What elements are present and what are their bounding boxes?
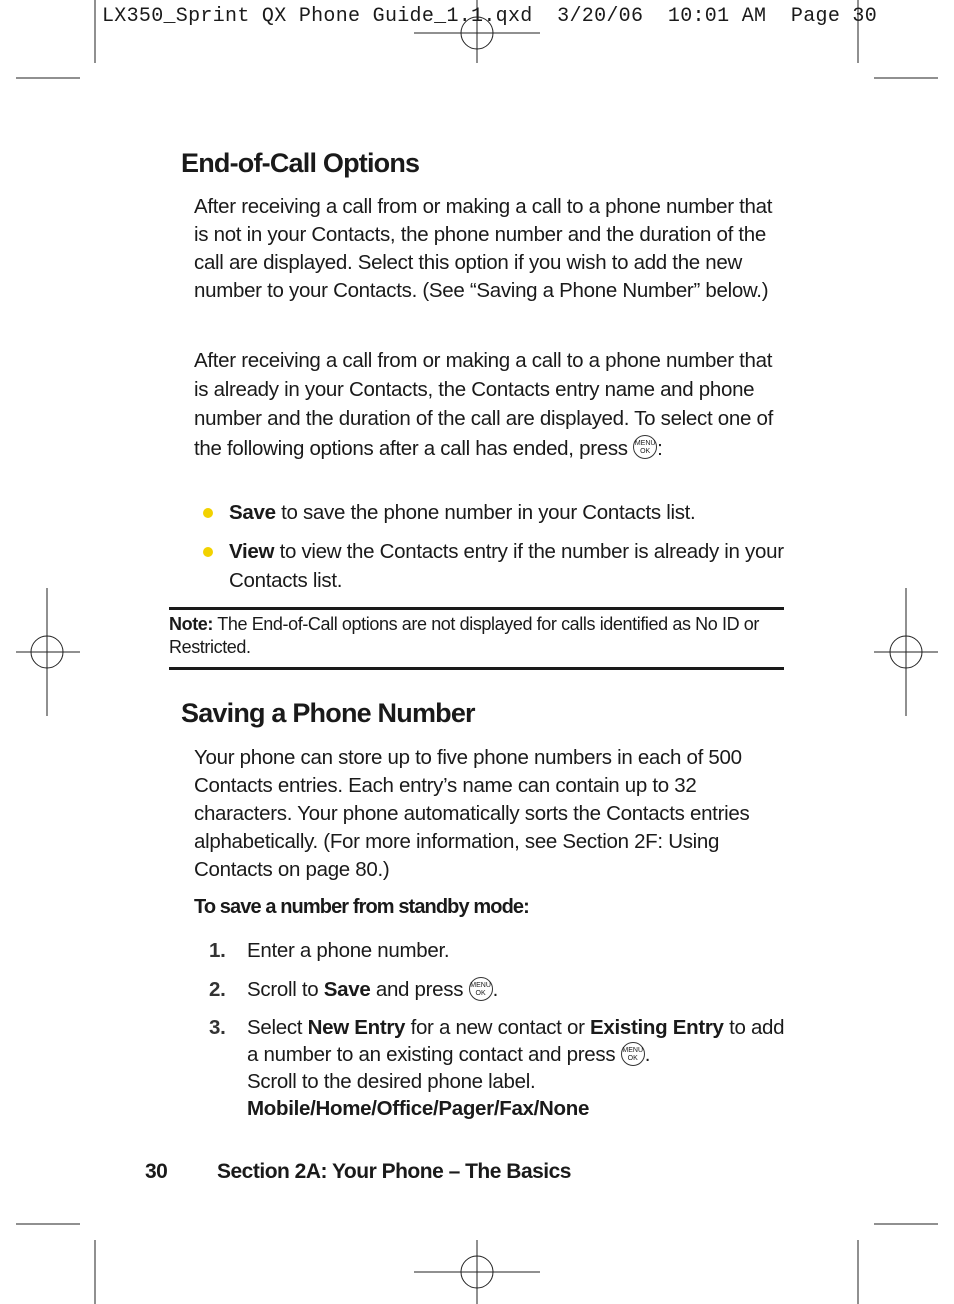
file-slug-line: LX350_Sprint QX Phone Guide_1.1.qxd 3/20/06 10:01 AM Page 30 <box>102 5 878 28</box>
menu-ok-key-icon: MENU OK <box>621 1042 645 1066</box>
bullet-keyword: Save <box>229 501 276 524</box>
menu-ok-key-icon: MENU OK <box>633 435 657 459</box>
step-keyword: Save <box>323 978 371 1001</box>
bullet-keyword: View <box>229 540 275 563</box>
step-keyword-existing-entry: Existing Entry <box>590 1016 724 1039</box>
menu-ok-key-icon: MENU OK <box>469 977 493 1001</box>
paragraph-saving: Your phone can store up to five phone numbers in each of 500 Contacts entries. Each entry’s name can contain up to 32 characters. Your phone automatically sorts the Contacts entries alphabetically. (For more information, see Section 2F: Using Contacts on page 80.) <box>194 746 750 881</box>
bullet-save <box>200 498 790 527</box>
step-text-end: . <box>644 1043 651 1066</box>
section-title-end-of-call: End-of-Call Options <box>181 148 420 178</box>
press-word: press <box>579 436 628 460</box>
step-text-post: and press <box>375 978 464 1001</box>
page-footer <box>145 1160 571 1184</box>
step-text-line2: Scroll to the desired phone label. <box>247 1070 536 1093</box>
procedure-subhead: To save a number from standby mode: <box>194 896 529 918</box>
section-title-saving: Saving a Phone Number <box>181 698 475 728</box>
step-text: Enter a phone number. <box>247 939 450 962</box>
step-text-end: . <box>492 978 498 1001</box>
paragraph-end-of-call-2 <box>194 346 786 463</box>
step-options-list: Mobile/Home/Office/Pager/Fax/None <box>247 1097 590 1120</box>
step-2 <box>209 976 789 1003</box>
step-3 <box>209 1014 789 1122</box>
paragraph-end-of-call-1: After receiving a call from or making a call to a phone number that is not in your Contacts, the phone number and the duration of the call are displayed. Select this option if you wish to add the new number to your Contacts. (See “Saving a Phone Number” below.) <box>194 195 773 302</box>
step-text-post: to add a number to an existing contact and press <box>247 1016 785 1066</box>
step-1 <box>209 937 789 964</box>
bullet-text: to save the phone number in your Contacts list. <box>281 501 696 524</box>
step-number: 1. <box>209 939 226 962</box>
step-text-pre: Select <box>247 1016 303 1039</box>
press-suffix: : <box>657 436 663 460</box>
step-number: 3. <box>209 1016 226 1039</box>
bullet-view <box>200 537 790 595</box>
paragraph-end-of-call-2-text: After receiving a call from or making a call to a phone number that is already in your Contacts, the Contacts entry name and phone number and the duration of the call are displayed. To select one of the following options after a call has ended, <box>194 349 773 460</box>
note-text: The End-of-Call options are not displayed for calls identified as No ID or Restricted. <box>169 614 759 657</box>
step-text-pre: Scroll to <box>247 978 319 1001</box>
note-box <box>169 607 784 670</box>
note-label: Note: <box>169 614 213 634</box>
bullet-text: to view the Contacts entry if the number is already in your Contacts list. <box>229 540 784 592</box>
page-number: 30 <box>145 1160 168 1183</box>
bullet-dot-icon <box>203 508 213 518</box>
bullet-dot-icon <box>203 547 213 557</box>
step-number: 2. <box>209 978 226 1001</box>
step-text-mid: for a new contact or <box>410 1016 585 1039</box>
step-keyword-new-entry: New Entry <box>307 1016 406 1039</box>
footer-section-title: Section 2A: Your Phone – The Basics <box>217 1160 571 1183</box>
